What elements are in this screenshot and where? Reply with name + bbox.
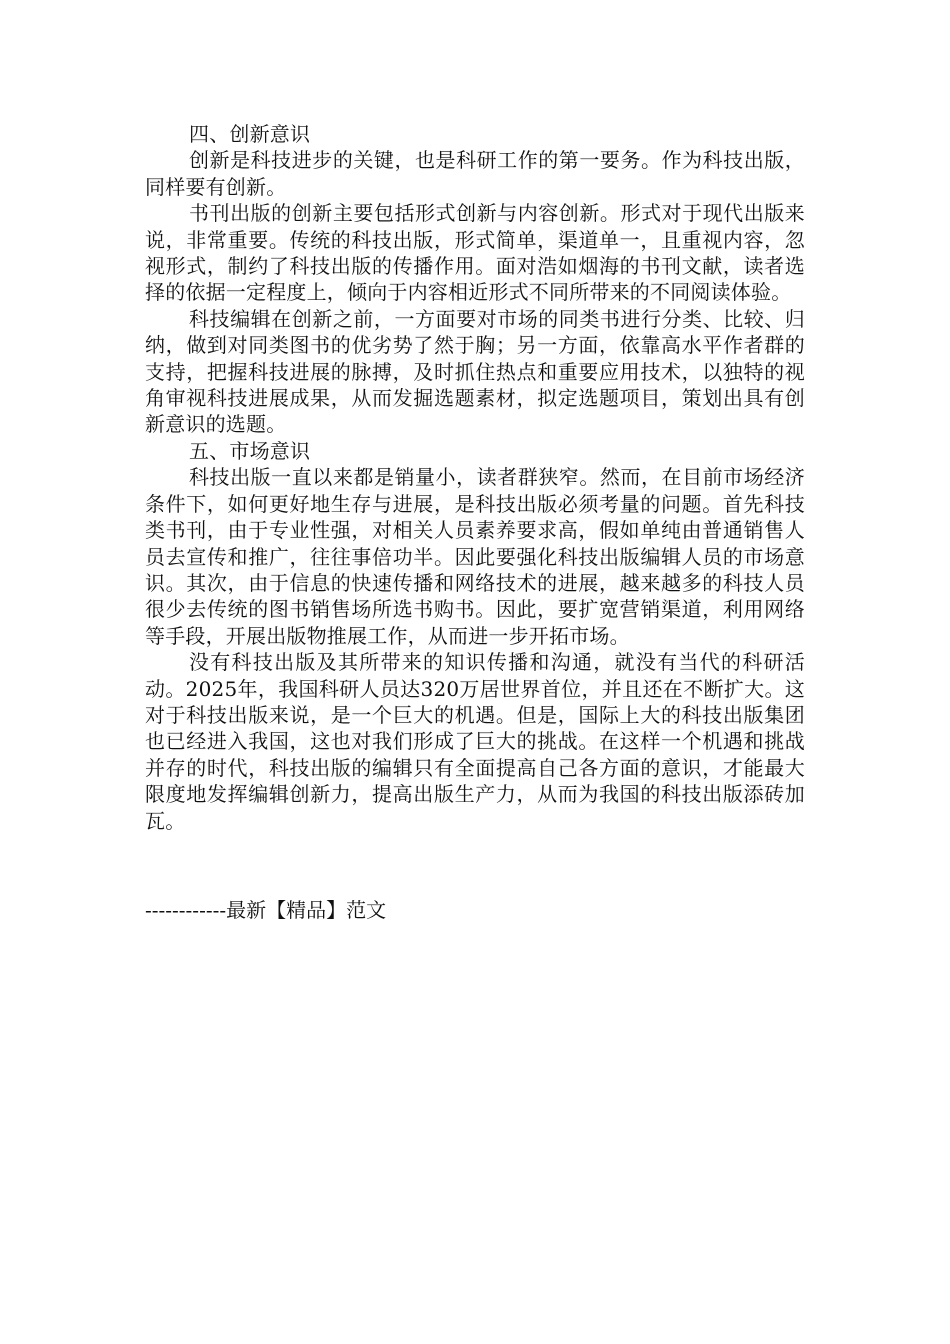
paragraph: 科技出版一直以来都是销量小，读者群狭窄。然而，在目前市场经济条件下，如何更好地生存与进展，是科技出版必须考量的问题。首先科技类书刊，由于专业性强，对相关人员素养要求高，假如单纯由普通销售人员去宣传和推广，往往事倍功半。因此要强化科技出版编辑人员的市场意识。其次，由于信息的快速传播和网络技术的进展，越来越多的科技人员很少去传统的图书销售场所选书购书。因此，要扩宽营销渠道，利用网络等手段，开展出版物推展工作，从而进一步开拓市场。 [145,465,805,648]
paragraph: 创新是科技进步的关键，也是科研工作的第一要务。作为科技出版，同样要有创新。 [145,148,805,199]
paragraph: 书刊出版的创新主要包括形式创新与内容创新。形式对于现代出版来说，非常重要。传统的科技出版，形式简单，渠道单一，且重视内容，忽视形式，制约了科技出版的传播作用。面对浩如烟海的书刊文献，读者选择的依据一定程度上，倾向于内容相近形式不同所带来的不同阅读体验。 [145,201,805,305]
section-heading-market: 五、市场意识 [189,438,311,463]
document-body [145,121,805,834]
paragraph: 科技编辑在创新之前，一方面要对市场的同类书进行分类、比较、归纳，做到对同类图书的优劣势了然于胸；另一方面，依靠高水平作者群的支持，把握科技进展的脉搏，及时抓住热点和重要应用技术，以独特的视角审视科技进展成果，从而发掘选题素材，拟定选题项目，策划出具有创新意识的选题。 [145,306,805,437]
paragraph: 没有科技出版及其所带来的知识传播和沟通，就没有当代的科研活动。2025年，我国科研人员达320万居世界首位，并且还在不断扩大。这对于科技出版来说，是一个巨大的机遇。但是，国际上大的科技出版集团也已经进入我国，这也对我们形成了巨大的挑战。在这样一个机遇和挑战并存的时代，科技出版的编辑只有全面提高自己各方面的意识，才能最大限度地发挥编辑创新力，提高出版生产力，从而为我国的科技出版添砖加瓦。 [145,650,805,833]
footer-note: ------------最新【精品】范文 [145,898,387,922]
section-heading-innovation: 四、创新意识 [189,122,311,146]
